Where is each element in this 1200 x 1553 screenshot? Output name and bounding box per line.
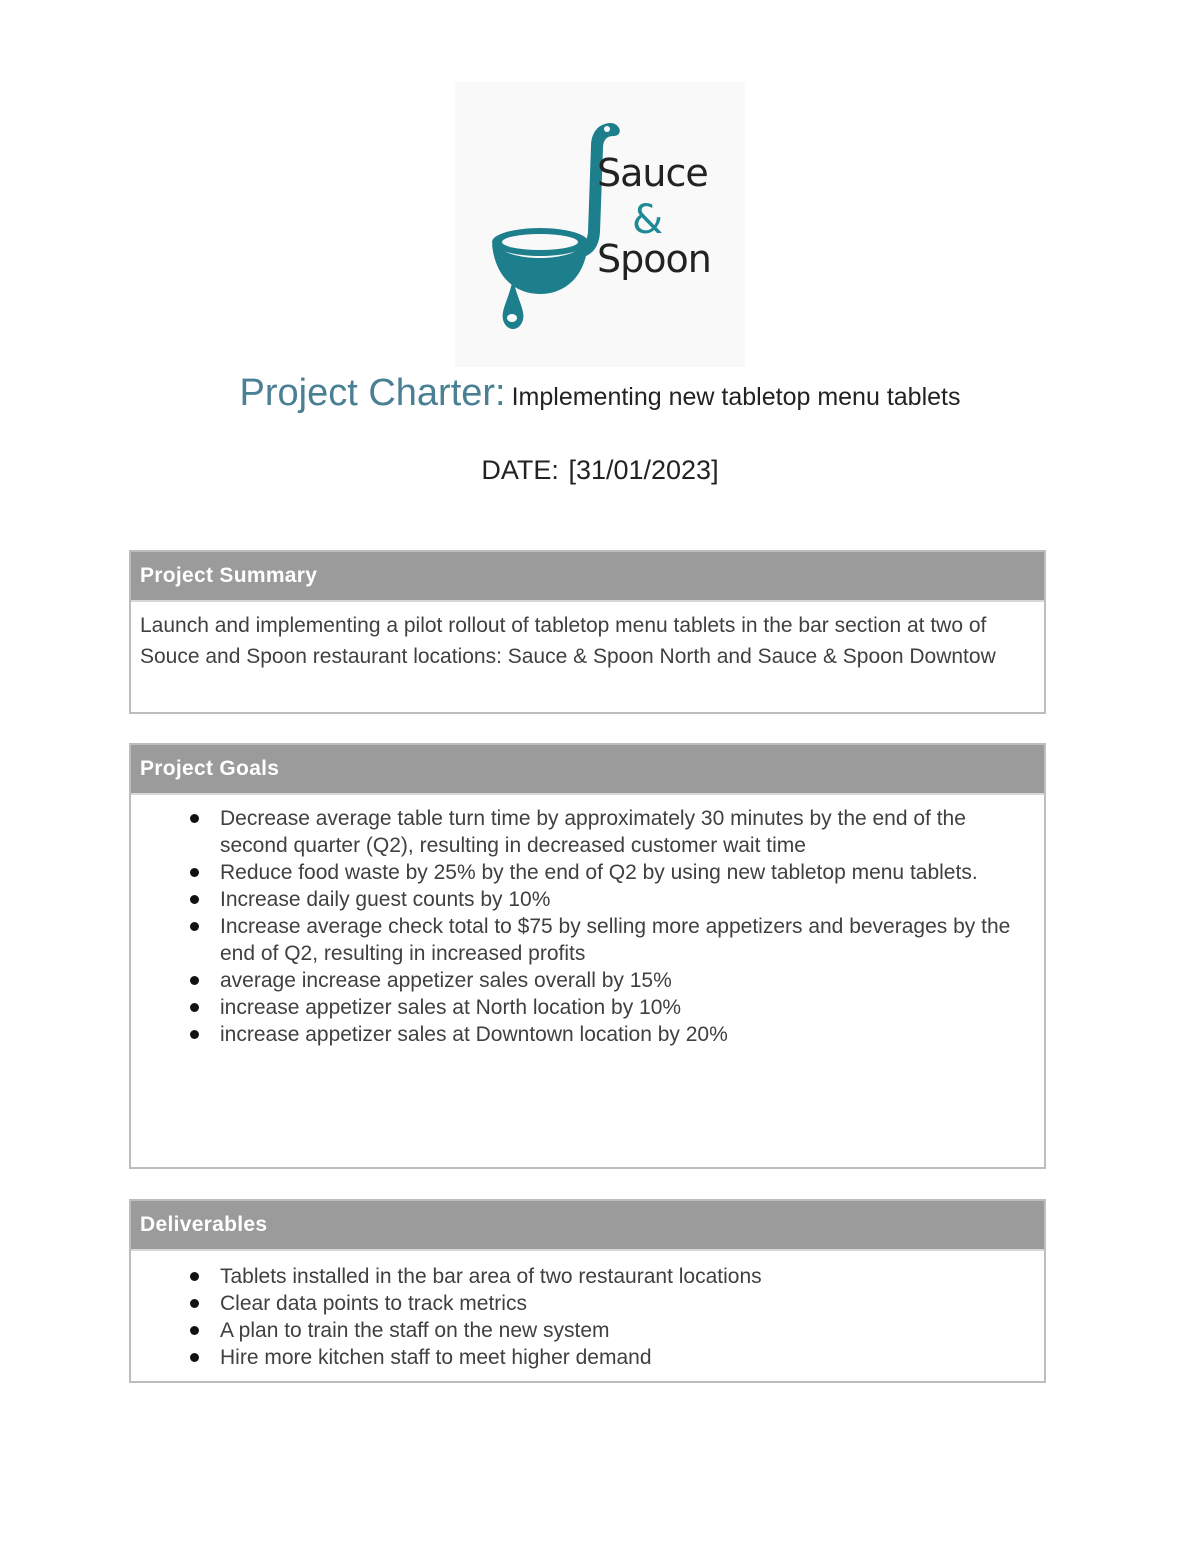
list-item: Increase average check total to $75 by selling more appetizers and beverages by the end of Q2, resulting in increased profits bbox=[184, 913, 1034, 967]
list-item: Hire more kitchen staff to meet higher demand bbox=[184, 1344, 1034, 1371]
deliverables-section bbox=[129, 1199, 1046, 1383]
charter-title: Project Charter: bbox=[239, 372, 506, 414]
section-heading: Project Goals bbox=[131, 745, 1044, 795]
date-value: [31/01/2023] bbox=[568, 455, 719, 485]
section-heading: Deliverables bbox=[131, 1201, 1044, 1251]
summary-text: Launch and implementing a pilot rollout of tabletop menu tablets in the bar section at two of Souce and Spoon restaurant locations: Sauce & Spoon North and Sauce & Spoon Downtow bbox=[140, 614, 996, 668]
date-line bbox=[0, 455, 1200, 486]
deliverables-list bbox=[140, 1263, 1034, 1371]
goals-list bbox=[140, 805, 1034, 1048]
ladle-icon bbox=[455, 82, 745, 367]
charter-subtitle: Implementing new tabletop menu tablets bbox=[511, 383, 961, 411]
list-item: average increase appetizer sales overall by 15% bbox=[184, 967, 1034, 994]
list-item: increase appetizer sales at North location by 10% bbox=[184, 994, 1034, 1021]
list-item: Clear data points to track metrics bbox=[184, 1290, 1034, 1317]
list-item: increase appetizer sales at Downtown location by 20% bbox=[184, 1021, 1034, 1048]
logo-word-sauce: Sauce bbox=[597, 151, 708, 195]
section-heading: Project Summary bbox=[131, 552, 1044, 602]
list-item: A plan to train the staff on the new system bbox=[184, 1317, 1034, 1344]
page-title bbox=[0, 372, 1200, 415]
list-item: Reduce food waste by 25% by the end of Q2 by using new tabletop menu tablets. bbox=[184, 859, 1034, 886]
list-item: Increase daily guest counts by 10% bbox=[184, 886, 1034, 913]
logo-word-spoon: Spoon bbox=[597, 237, 711, 281]
date-label: DATE: bbox=[481, 455, 559, 485]
company-logo bbox=[455, 82, 745, 367]
list-item: Tablets installed in the bar area of two restaurant locations bbox=[184, 1263, 1034, 1290]
project-summary-section bbox=[129, 550, 1046, 714]
project-goals-section bbox=[129, 743, 1046, 1169]
logo-ampersand: & bbox=[632, 197, 663, 243]
list-item: Decrease average table turn time by approximately 30 minutes by the end of the second quarter (Q2), resulting in decreased customer wait time bbox=[184, 805, 1034, 859]
